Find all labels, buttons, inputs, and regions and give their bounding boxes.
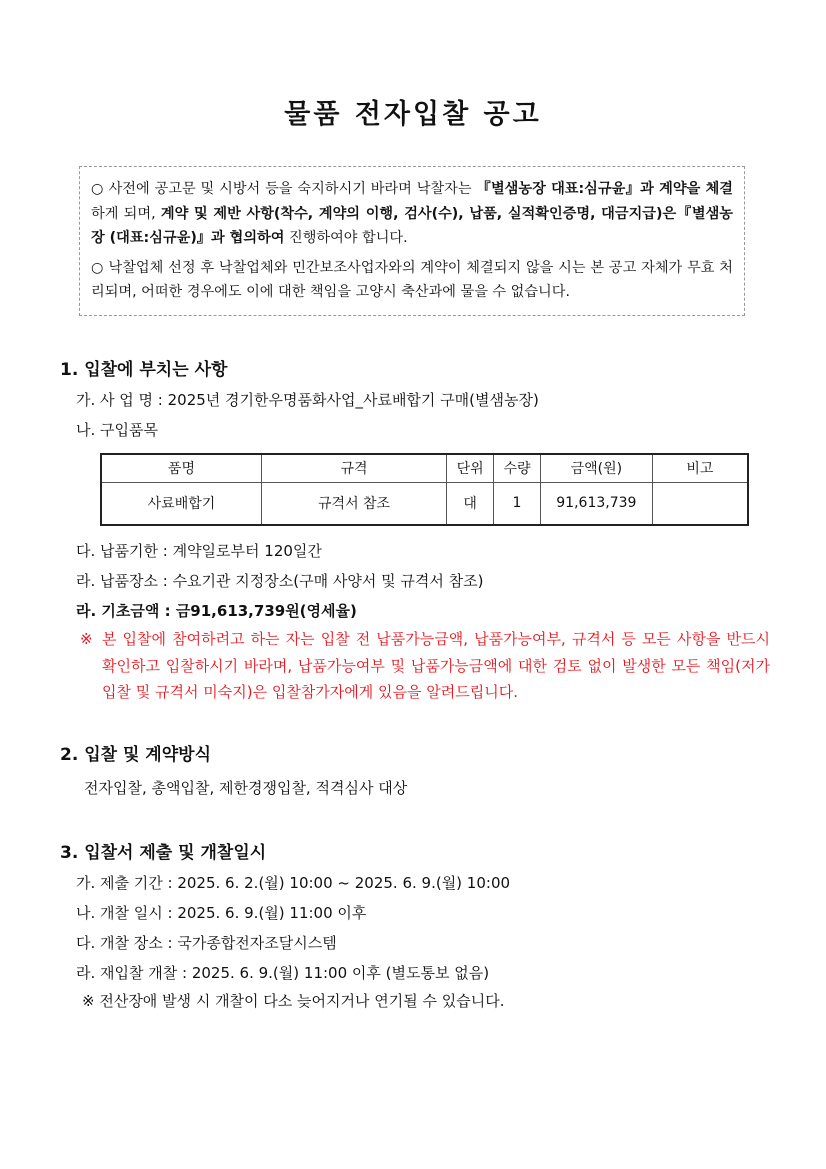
warning-note	[80, 626, 770, 706]
submit-period: 가. 제출 기간 : 2025. 6. 2.(월) 10:00 ~ 2025. 6. 9.(월) 10:00	[76, 874, 511, 892]
table-cell: 1	[494, 482, 541, 525]
base-amount: 라. 기초금액 : 금91,613,739원(영세율)	[76, 602, 357, 620]
page-title: 물품 전자입찰 공고	[284, 99, 542, 130]
section3-heading: 3. 입찰서 제출 및 개찰일시	[60, 843, 267, 863]
notice-p1-pre: ○ 사전에 공고문 및 시방서 등을 숙지하시기 바라며 낙찰자는	[91, 181, 472, 197]
warning-mark: ※	[80, 630, 93, 648]
table-header-cell: 비고	[652, 454, 748, 482]
notice-p1-bold-1: 『별샘농장 대표:심규윤』과 계약을 체결	[476, 181, 733, 197]
table-header-cell: 규격	[261, 454, 446, 482]
table-header-cell: 단위	[447, 454, 494, 482]
table-row	[101, 482, 748, 525]
table-cell: 사료배합기	[101, 482, 261, 525]
delivery-place: 라. 납품장소 : 수요기관 지정장소(구매 사양서 및 규격서 참조)	[76, 572, 484, 590]
contract-method: 전자입찰, 총액입찰, 제한경쟁입찰, 적격심사 대상	[84, 779, 408, 797]
table-cell	[652, 482, 748, 525]
table-header-cell: 품명	[101, 454, 261, 482]
section1-heading: 1. 입찰에 부치는 사항	[60, 360, 228, 380]
notice-p1-mid: 하게 되며,	[91, 205, 156, 222]
table-cell: 91,613,739	[540, 482, 652, 525]
section2-heading: 2. 입찰 및 계약방식	[60, 745, 211, 765]
outage-note: ※ 전산장애 발생 시 개찰이 다소 늦어지거나 연기될 수 있습니다.	[82, 992, 505, 1010]
table-cell: 대	[447, 482, 494, 525]
notice-p1-bold-2: 계약 및 제반 사항(착수, 계약의 이행, 검사(수), 납품, 실적확인증명, 대금지급)은『별샘농장 (대표:심규윤)』과 협의하여	[91, 205, 734, 246]
warning-text: 본 입찰에 참여하려고 하는 자는 입찰 전 납품가능금액, 납품가능여부, 규격서 등 모든 사항을 반드시 확인하고 입찰하시기 바라며, 납품가능여부 및 납품가능금액에 대한 검토 없이 발생한 모든 책임(저가 입찰 및 규격서 미숙지)은 입찰참가자에게 있음을 알려드립니다.	[102, 630, 770, 701]
notice-p1-post: 진행하여야 합니다.	[288, 230, 408, 246]
notice-paragraph-2: ○ 낙찰업체 선정 후 낙찰업체와 민간보조사업자와의 계약이 체결되지 않을 시는 본 공고 자체가 무효 처리되며, 어떠한 경우에도 이에 대한 책임을 고양시 축산과에 물을 수 없습니다.	[91, 259, 733, 300]
notice-box	[79, 166, 745, 316]
table-header-cell: 수량	[494, 454, 541, 482]
items-label: 나. 구입품목	[76, 421, 158, 439]
table-header-cell: 금액(원)	[540, 454, 652, 482]
table-header-row	[101, 454, 748, 482]
notice-paragraph-1	[91, 177, 733, 251]
items-table	[100, 453, 749, 526]
table-cell: 규격서 참조	[261, 482, 446, 525]
opening-time: 나. 개찰 일시 : 2025. 6. 9.(월) 11:00 이후	[76, 904, 367, 922]
delivery-deadline: 다. 납품기한 : 계약일로부터 120일간	[76, 542, 322, 560]
business-name: 가. 사 업 명 : 2025년 경기한우명품화사업_사료배합기 구매(별샘농장)	[76, 391, 539, 409]
opening-place: 다. 개찰 장소 : 국가종합전자조달시스템	[76, 934, 337, 952]
rebid-opening: 라. 재입찰 개찰 : 2025. 6. 9.(월) 11:00 이후 (별도통보 없음)	[76, 964, 490, 982]
